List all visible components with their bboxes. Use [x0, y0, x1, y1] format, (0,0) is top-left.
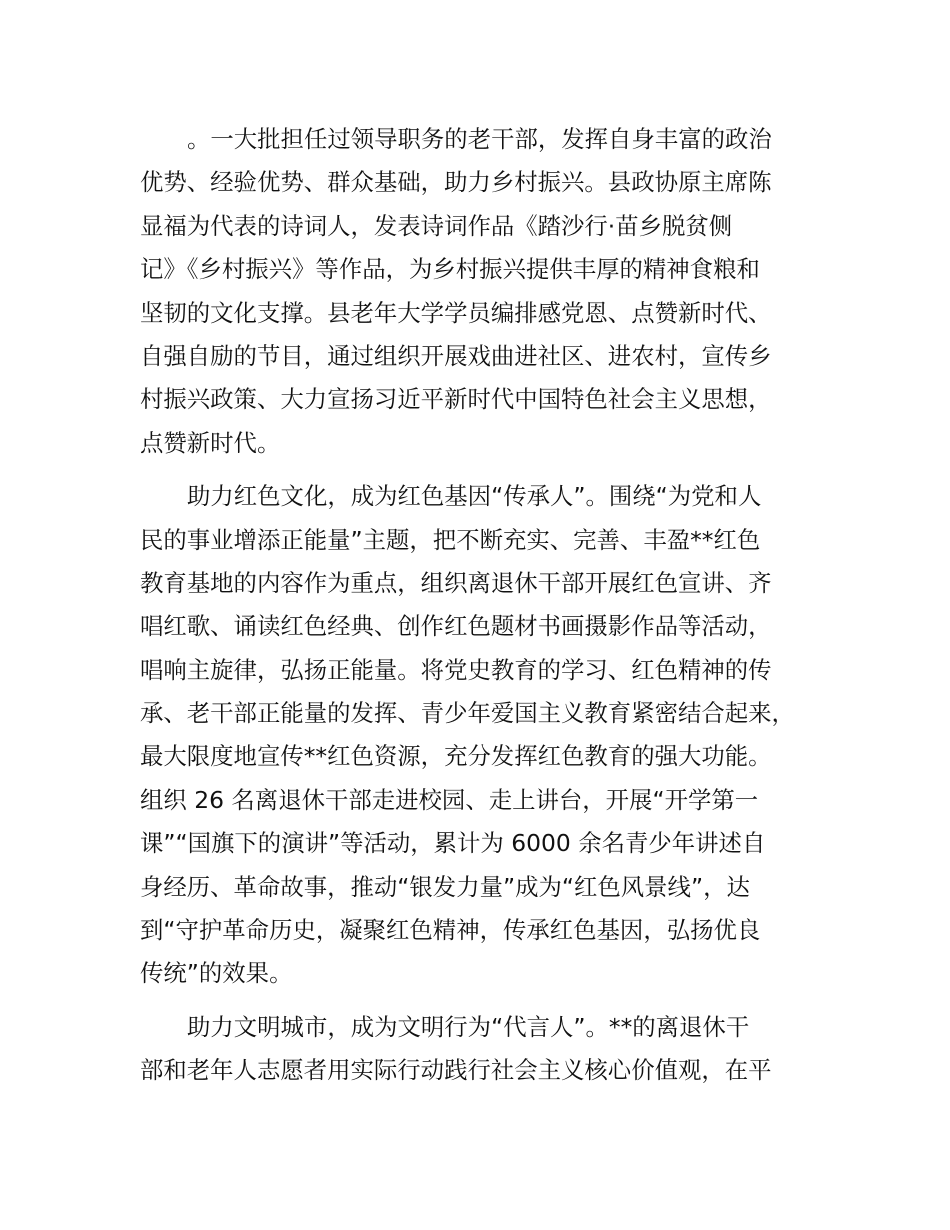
text-line: 课”“国旗下的演讲”等活动，累计为 6000 余名青少年讲述自 — [140, 829, 766, 858]
text-line: 自强自励的节目，通过组织开展戏曲进社区、进农村，宣传乡 — [140, 341, 772, 370]
text-line: 到“守护革命历史，凝聚红色精神，传承红色基因，弘扬优良 — [140, 916, 761, 945]
text-line: 助力文明城市，成为文明行为“代言人”。**的离退休干 — [187, 1012, 750, 1041]
text-line: 优势、经验优势、群众基础，助力乡村振兴。县政协原主席陈 — [140, 168, 772, 197]
text-line: 记》《乡村振兴》等作品，为乡村振兴提供丰厚的精神食粮和 — [140, 255, 760, 284]
text-line: 组织 26 名离退休干部走进校园、走上讲台，开展“开学第一 — [140, 785, 759, 814]
text-line: 民的事业增添正能量”主题，把不断充实、完善、丰盈**红色 — [140, 525, 761, 554]
text-line: 。一大批担任过领导职务的老干部，发挥自身丰富的政治 — [187, 125, 772, 153]
text-line: 显福为代表的诗词人，发表诗词作品《踏沙行·苗乡脱贫侧 — [140, 211, 733, 240]
paragraph-spacer — [140, 996, 812, 1006]
document-body — [140, 118, 812, 1093]
text-line: 唱红歌、诵读红色经典、创作红色题材书画摄影作品等活动， — [140, 612, 772, 641]
paragraph-red-culture — [140, 475, 812, 996]
text-line: 部和老年人志愿者用实际行动践行社会主义核心价值观，在平 — [140, 1056, 772, 1085]
text-line: 坚韧的文化支撑。县老年大学学员编排感党恩、点赞新时代、 — [140, 298, 772, 327]
text-line: 教育基地的内容作为重点，组织离退休干部开展红色宣讲、齐 — [140, 568, 772, 597]
paragraph-spacer — [140, 465, 812, 475]
text-line: 唱响主旋律，弘扬正能量。将党史教育的学习、红色精神的传 — [140, 655, 772, 684]
text-line: 传统”的效果。 — [140, 959, 293, 988]
text-line: 最大限度地宣传**红色资源，充分发挥红色教育的强大功能。 — [140, 742, 772, 771]
text-line: 承、老干部正能量的发挥、青少年爱国主义教育紧密结合起来， — [140, 699, 795, 728]
text-line: 点赞新时代。 — [140, 428, 281, 457]
text-line: 村振兴政策、大力宣扬习近平新时代中国特色社会主义思想， — [140, 385, 772, 414]
paragraph-civilized-city — [140, 1006, 812, 1093]
text-line: 助力红色文化，成为红色基因“传承人”。围绕“为党和人 — [187, 482, 762, 511]
paragraph-rural-revitalization — [140, 118, 812, 465]
text-line: 身经历、革命故事，推动“银发力量”成为“红色风景线”，达 — [140, 872, 750, 901]
